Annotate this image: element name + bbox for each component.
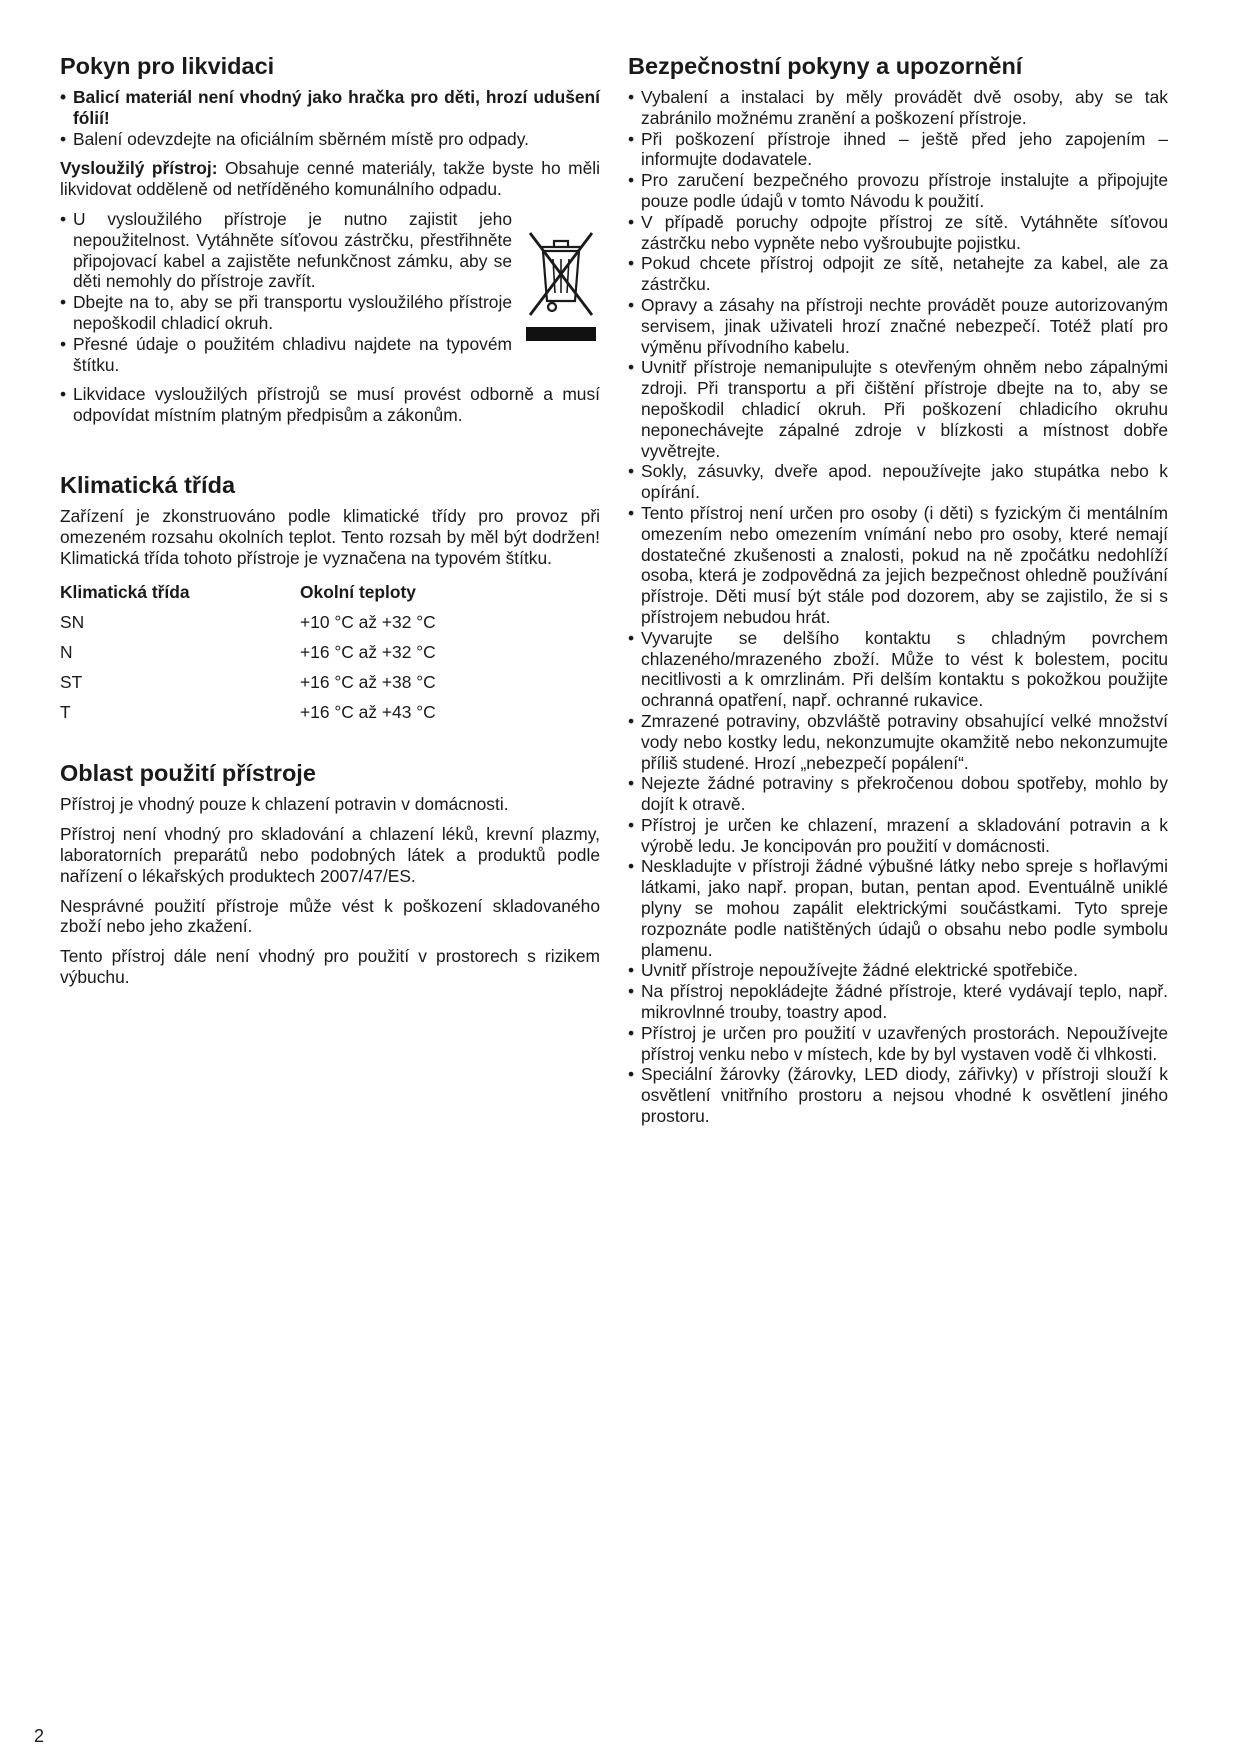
table-cell: +16 °C až +32 °C: [300, 641, 436, 662]
list-item: • Uvnitř přístroje nemanipulujte s otevřeným ohněm nebo zápalnými zdroji. Při transportu a při čištění přístroje dbejte na to, aby se nepoškodil chladicí okruh. Při poškození chladicího okruhu neponechávejte zápalné zdroje v blízkosti a místnost dobře vyvětrejte.: [628, 357, 1168, 461]
old-device-list-2: [60, 384, 600, 426]
usage-paragraph: Tento přístroj dále není vhodný pro použití v prostorech s rizikem výbuchu.: [60, 946, 600, 987]
list-item: • Opravy a zásahy na přístroji nechte provádět pouze autorizovaným servisem, jinak uživateli hrozí značné nebezpečí. Totéž platí pro výměnu přívodního kabelu.: [628, 295, 1168, 357]
old-device-paragraph: [60, 158, 600, 200]
list-item: • V případě poruchy odpojte přístroj ze sítě. Vytáhněte síťovou zástrčku nebo vypněte nebo vyšroubujte pojistku.: [628, 212, 1168, 254]
old-device-list: [60, 209, 512, 375]
table-cell: +10 °C až +32 °C: [300, 611, 436, 632]
list-item: • Při poškození přístroje ihned – ještě před jeho zapojením – informujte dodavatele.: [628, 129, 1168, 171]
list-item: • Přesné údaje o použitém chladivu najdete na typovém štítku.: [60, 334, 512, 376]
safety-list: [628, 87, 1168, 1127]
list-item: • Balicí materiál není vhodný jako hračka pro děti, hrozí udušení fólií!: [60, 87, 600, 129]
list-item: • Pokud chcete přístroj odpojit ze sítě, netahejte za kabel, ale za zástrčku.: [628, 253, 1168, 295]
table-header-row: [60, 577, 600, 607]
table-cell: N: [60, 641, 73, 662]
disposal-title: Pokyn pro likvidaci: [60, 53, 275, 79]
table-cell: +16 °C až +38 °C: [300, 671, 436, 692]
list-item: • Dbejte na to, aby se při transportu vysloužilého přístroje nepoškodil chladicí okruh.: [60, 292, 512, 334]
list-item: • Na přístroj nepokládejte žádné přístroje, které vydávají teplo, např. mikrovlnné trouby, toastry apod.: [628, 981, 1168, 1023]
list-item: • Speciální žárovky (žárovky, LED diody, zářivky) v přístroji slouží k osvětlení vnitřního prostoru a nejsou vhodné k osvětlení jiného prostoru.: [628, 1064, 1168, 1126]
usage-title: Oblast použití přístroje: [60, 760, 316, 787]
list-item: • Zmrazené potraviny, obzvláště potraviny obsahující velké množství vody nebo kostky ledu, nekonzumujte okamžitě nebo nekonzumujte příliš studené. Hrozí „nebezpečí popálení“.: [628, 711, 1168, 773]
left-column: [60, 52, 600, 997]
list-item: • Nejezte žádné potraviny s překročenou dobou spotřeby, mohlo by dojít k otravě.: [628, 773, 1168, 815]
table-cell: ST: [60, 671, 83, 692]
list-item: • Vyvarujte se delšího kontaktu s chladným povrchem chlazeného/mrazeného zboží. Může to vést k bolestem, pocitu necitlivosti a k omrzlinám. Při delším kontaktu s pokožkou použijte ochranná opatření, např. ochranné rukavice.: [628, 628, 1168, 711]
climate-table: [60, 577, 600, 727]
column-header: Klimatická třída: [60, 581, 190, 602]
list-item: • Sokly, zásuvky, dveře apod. nepoužívejte jako stupátka nebo k opírání.: [628, 461, 1168, 503]
list-item: • Vybalení a instalaci by měly provádět dvě osoby, aby se tak zabránilo možnému zranění a poškození přístroje.: [628, 87, 1168, 129]
safety-title: Bezpečnostní pokyny a upozornění: [628, 53, 1023, 79]
usage-paragraph: Nesprávné použití přístroje může vést k poškození skladovaného zboží nebo jeho zkažení.: [60, 895, 600, 937]
weee-block: [60, 209, 600, 375]
climate-intro: Zařízení je zkonstruováno podle klimatické třídy pro provoz při omezeném rozsahu okolních teplot. Tento rozsah by měl být dodržen! Klimatická třída tohoto přístroje je vyznačena na typovém štítku.: [60, 505, 600, 568]
list-item: • Tento přístroj není určen pro osoby (i děti) s fyzickým či mentálním omezením nebo omezením vnímání nebo pro osoby, které nemají dostatečné zkušenosti a znalosti, pokud na ně zpočátku nedohlíží osoba, která je zodpovědná za jejich bezpečnost ohledně používání přístroje. Děti musí být stále pod dozorem, aby se zajistilo, že si s přístrojem nebudou hrát.: [628, 503, 1168, 628]
list-item: • Přístroj je určen ke chlazení, mrazení a skladování potravin a k výrobě ledu. Je koncipován pro použití v domácnosti.: [628, 815, 1168, 857]
table-row: [60, 637, 600, 667]
column-header: Okolní teploty: [300, 581, 416, 602]
list-item: • Balení odevzdejte na oficiálním sběrném místě pro odpady.: [60, 129, 600, 150]
usage-paragraph: Přístroj není vhodný pro skladování a chlazení léků, krevní plazmy, laboratorních preparátů nebo podobných látek a produktů podle nařízení o lékařských produktech 2007/47/ES.: [60, 824, 600, 886]
old-device-text: Obsahuje cenné materiály, takže byste ho měli likvidovat odděleně od netříděného komunálního odpadu.: [60, 158, 600, 200]
table-cell: +16 °C až +43 °C: [300, 701, 436, 722]
crossed-bin-icon: [524, 223, 598, 341]
usage-paragraph: Přístroj je vhodný pouze k chlazení potravin v domácnosti.: [60, 794, 509, 815]
table-cell: SN: [60, 611, 85, 632]
right-column: [628, 52, 1168, 1136]
table-cell: T: [60, 701, 71, 722]
page-number: 2: [34, 1726, 45, 1746]
table-row: [60, 607, 600, 637]
list-item: • U vysloužilého přístroje je nutno zajistit jeho nepoužitelnost. Vytáhněte síťovou zástrčku, přestřihněte připojovací kabel a zajistěte nefunkčnost zámku, aby se děti nemohly do přístroje zavřít.: [60, 209, 512, 292]
list-item: • Likvidace vysloužilých přístrojů se musí provést odborně a musí odpovídat místním platným předpisům a zákonům.: [60, 384, 600, 426]
table-row: [60, 697, 600, 727]
list-item: • Uvnitř přístroje nepoužívejte žádné elektrické spotřebiče.: [628, 960, 1168, 981]
list-item: • Přístroj je určen pro použití v uzavřených prostorách. Nepoužívejte přístroj venku nebo v místech, kde by byl vystaven vodě či vlhkosti.: [628, 1023, 1168, 1065]
climate-title: Klimatická třída: [60, 471, 236, 498]
table-row: [60, 667, 600, 697]
list-item: • Pro zaručení bezpečného provozu přístroje instalujte a připojujte pouze podle údajů v tomto Návodu k použití.: [628, 170, 1168, 212]
list-item: • Neskladujte v přístroji žádné výbušné látky nebo spreje s hořlavými látkami, jako např. propan, butan, pentan apod. Eventuálně uniklé plyny se mohou zapálit elektrickými součástkami. Tyto spreje rozpoznáte podle natištěných údajů o obsahu nebo podle symbolu plamenu.: [628, 856, 1168, 960]
old-device-label: Vysloužilý přístroj:: [60, 158, 218, 179]
packaging-list: [60, 87, 600, 149]
